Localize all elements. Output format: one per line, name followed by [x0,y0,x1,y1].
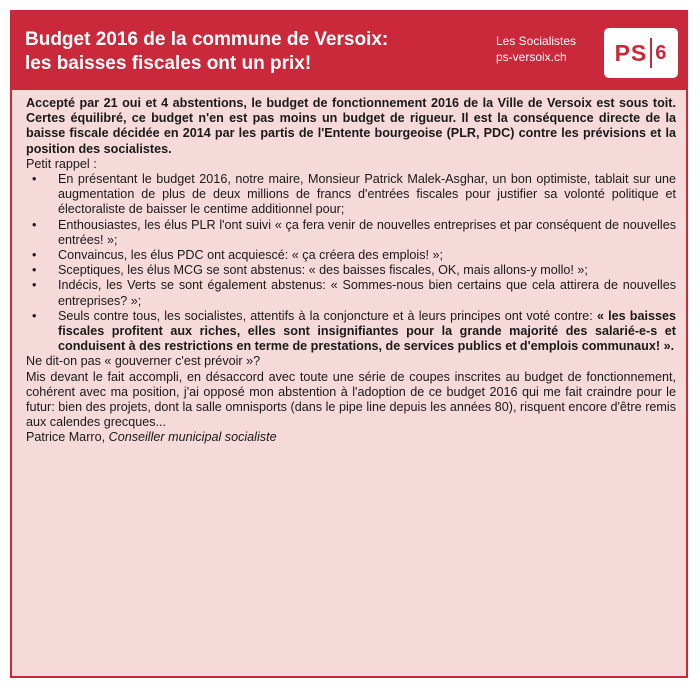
party-name: Les Socialistes [496,34,577,48]
list-item: • Convaincus, les élus PDC ont acquiescé: « ça créera des emplois! »; [26,248,676,263]
reminder-list [26,172,676,354]
title-line-2: les baisses fiscales ont un prix! [25,53,312,74]
party-website: ps-versoix.ch [496,50,567,64]
question-text: Ne dit-on pas « gouverner c'est prévoir »? [26,354,261,369]
logo-divider [650,38,652,68]
article-box [10,10,688,678]
party-info [496,33,576,65]
list-item [26,309,676,355]
ps-logo [604,28,678,78]
logo-mark: 6 [655,41,668,64]
intro-text: Petit rappel : [26,156,97,171]
title-line-1: Budget 2016 de la commune de Versoix: [25,29,389,50]
socialist-quote: « les baisses fiscales profitent aux riches, elles sont insignifiantes pour la grande majorité des salarié-e-s et conduisent à des restrictions en terme de prestations, de services publics et d'emplois communaux! ». [58,308,676,354]
list-item: • Sceptiques, les élus MCG se sont abstenus: « des baisses fiscales, OK, mais allons-y mollo! »; [26,263,676,278]
article-title [25,28,495,76]
list-item: • Enthousiastes, les élus PLR l'ont suivi « ça fera venir de nouvelles entreprises et par conséquent de nouvelles entrées! »; [26,218,676,248]
list-item: • Indécis, les Verts se sont également abstenus: « Sommes-nous bien certains que cela attirera de nouvelles entreprises? »; [26,278,676,308]
socialist-vote-text: Seuls contre tous, les socialistes, attentifs à la conjoncture et à leurs principes ont voté contre: [58,308,597,323]
article-body [26,96,676,446]
signature-role: Conseiller municipal socialiste [108,430,277,445]
logo-text: PS [614,39,648,66]
article-header [12,12,686,90]
list-item: • En présentant le budget 2016, notre maire, Monsieur Patrick Malek-Asghar, un bon optimiste, tablait sur une augmentation de plus de deux millions de francs d'entrées fiscales pour justifier sa volonté politique et électoraliste de baisser le centime additionnel pour; [26,172,676,218]
closing-paragraph: Mis devant le fait accompli, en désaccord avec toute une série de coupes inscrites au budget de fonctionnement, cohérent avec ma position, j'ai opposé mon abstention à l'adoption de ce budget 2016 qui me fait craindre pour le futur: bien des projets, dont la salle omnisports (dans le pipe line depuis les années 80), risquent encore d'être remis aux calendes grecques... [26,369,676,430]
signature [26,430,676,445]
signature-name: Patrice Marro, [26,430,109,445]
lead-paragraph: Accepté par 21 oui et 4 abstentions, le budget de fonctionnement 2016 de la Ville de Versoix est sous toit. Certes équilibré, ce budget n'en est pas moins un budget de rigueur. Il est la conséquence directe de la baisse fiscale décidée en 2014 par les partis de l'Entente bourgeoise (PLR, PDC) contre les prévisions et la position des socialistes. [26,96,676,156]
